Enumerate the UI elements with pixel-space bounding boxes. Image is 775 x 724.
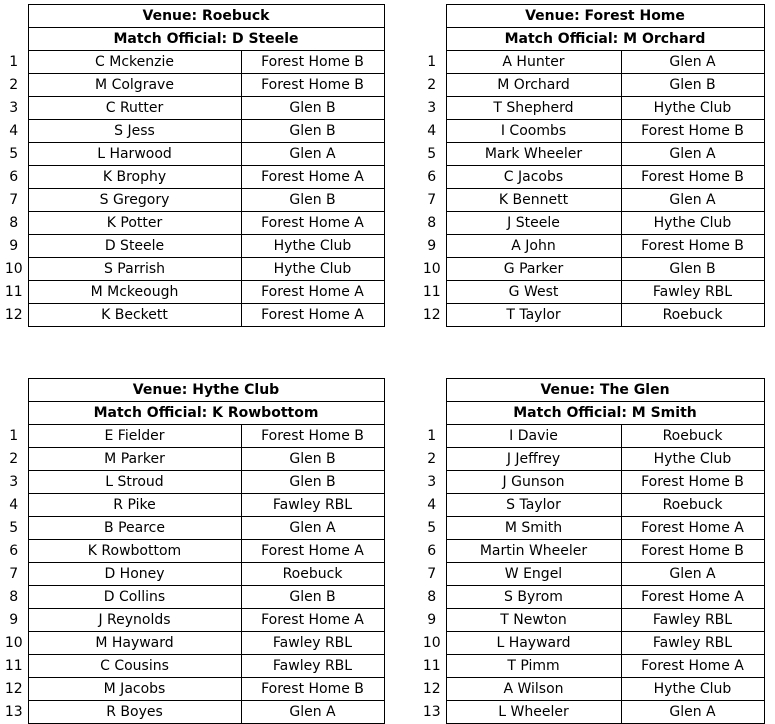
- player-name: S Byrom: [446, 586, 621, 609]
- player-name: I Davie: [446, 425, 621, 448]
- table-row: [0, 425, 384, 448]
- venue-block-roebuck: [0, 4, 385, 327]
- club-name: Roebuck: [621, 494, 764, 517]
- table-row: [0, 609, 384, 632]
- row-number: 3: [427, 474, 437, 490]
- club-name: Glen B: [241, 189, 384, 212]
- table-row: [418, 586, 764, 609]
- table-row: [0, 701, 384, 724]
- row-number: 9: [427, 612, 437, 628]
- table-row: [0, 212, 384, 235]
- club-name: Roebuck: [621, 304, 764, 327]
- club-name: Forest Home B: [241, 678, 384, 701]
- row-number: 10: [422, 635, 441, 651]
- row-number: 1: [9, 54, 19, 70]
- table-row: [418, 655, 764, 678]
- player-name: M Parker: [28, 448, 241, 471]
- club-name: Glen B: [241, 120, 384, 143]
- spacer: [0, 28, 28, 51]
- club-name: Forest Home B: [621, 166, 764, 189]
- row-number: 2: [427, 451, 437, 467]
- venue-title-row: [0, 5, 384, 28]
- spacer: [418, 402, 446, 425]
- row-number: 6: [427, 543, 437, 559]
- table-row: [418, 281, 764, 304]
- club-name: Roebuck: [621, 425, 764, 448]
- player-name: L Wheeler: [446, 701, 621, 724]
- player-name: C Jacobs: [446, 166, 621, 189]
- club-name: Hythe Club: [241, 235, 384, 258]
- club-name: Forest Home B: [621, 235, 764, 258]
- player-name: T Shepherd: [446, 97, 621, 120]
- club-name: Hythe Club: [621, 212, 764, 235]
- row-number: 9: [9, 238, 19, 254]
- club-name: Forest Home A: [241, 304, 384, 327]
- player-name: G Parker: [446, 258, 621, 281]
- venue-title: Venue: Roebuck: [28, 5, 384, 28]
- table-row: [0, 258, 384, 281]
- club-name: Forest Home A: [621, 655, 764, 678]
- row-number: 11: [4, 284, 23, 300]
- club-name: Glen B: [241, 471, 384, 494]
- player-name: M Smith: [446, 517, 621, 540]
- club-name: Glen A: [241, 517, 384, 540]
- table-row: [0, 97, 384, 120]
- row-number: 11: [4, 658, 23, 674]
- club-name: Fawley RBL: [621, 281, 764, 304]
- row-number: 8: [427, 589, 437, 605]
- row-number: 7: [427, 192, 437, 208]
- club-name: Fawley RBL: [621, 632, 764, 655]
- row-number: 6: [9, 543, 19, 559]
- club-name: Glen A: [241, 701, 384, 724]
- row-number: 4: [9, 123, 19, 139]
- player-name: K Potter: [28, 212, 241, 235]
- venue-title-row: [418, 379, 764, 402]
- club-name: Forest Home B: [241, 425, 384, 448]
- player-name: S Gregory: [28, 189, 241, 212]
- player-name: K Brophy: [28, 166, 241, 189]
- table-row: [0, 540, 384, 563]
- player-name: L Harwood: [28, 143, 241, 166]
- club-name: Glen B: [241, 97, 384, 120]
- venue-title: Venue: Forest Home: [446, 5, 764, 28]
- table-row: [0, 632, 384, 655]
- table-row: [418, 120, 764, 143]
- row-number: 6: [427, 169, 437, 185]
- match-official-row: [418, 28, 764, 51]
- row-number: 11: [422, 284, 441, 300]
- table-row: [0, 517, 384, 540]
- row-number: 2: [9, 77, 19, 93]
- table-row: [418, 701, 764, 724]
- match-official-row: [0, 28, 384, 51]
- match-official: Match Official: K Rowbottom: [28, 402, 384, 425]
- club-name: Forest Home B: [621, 471, 764, 494]
- player-name: D Collins: [28, 586, 241, 609]
- table-row: [0, 281, 384, 304]
- row-number: 8: [9, 589, 19, 605]
- club-name: Forest Home B: [621, 120, 764, 143]
- table-row: [0, 678, 384, 701]
- row-number: 10: [4, 261, 23, 277]
- player-name: S Parrish: [28, 258, 241, 281]
- player-name: C Rutter: [28, 97, 241, 120]
- club-name: Hythe Club: [621, 448, 764, 471]
- table-row: [0, 586, 384, 609]
- club-name: Glen B: [241, 448, 384, 471]
- table-row: [0, 235, 384, 258]
- player-name: K Rowbottom: [28, 540, 241, 563]
- player-name: R Pike: [28, 494, 241, 517]
- player-name: T Pimm: [446, 655, 621, 678]
- club-name: Fawley RBL: [621, 609, 764, 632]
- club-name: Hythe Club: [621, 97, 764, 120]
- row-number: 3: [9, 474, 19, 490]
- club-name: Forest Home A: [241, 281, 384, 304]
- row-number: 12: [4, 307, 23, 323]
- club-name: Glen A: [621, 51, 764, 74]
- club-name: Glen A: [621, 189, 764, 212]
- row-number: 12: [422, 307, 441, 323]
- table-row: [418, 448, 764, 471]
- player-name: J Reynolds: [28, 609, 241, 632]
- table-row: [0, 448, 384, 471]
- player-name: W Engel: [446, 563, 621, 586]
- player-name: Mark Wheeler: [446, 143, 621, 166]
- row-number: 9: [427, 238, 437, 254]
- table-row: [418, 494, 764, 517]
- row-number: 7: [9, 192, 19, 208]
- player-name: M Colgrave: [28, 74, 241, 97]
- player-name: A Wilson: [446, 678, 621, 701]
- player-name: G West: [446, 281, 621, 304]
- venue-block-hythe-club: [0, 378, 385, 724]
- player-name: D Honey: [28, 563, 241, 586]
- player-name: T Taylor: [446, 304, 621, 327]
- table-row: [418, 258, 764, 281]
- table-row: [0, 563, 384, 586]
- club-name: Roebuck: [241, 563, 384, 586]
- table-row: [0, 494, 384, 517]
- club-name: Glen B: [241, 586, 384, 609]
- club-name: Glen B: [621, 74, 764, 97]
- table-row: [0, 51, 384, 74]
- table-row: [0, 189, 384, 212]
- row-number: 2: [427, 77, 437, 93]
- club-name: Forest Home A: [241, 609, 384, 632]
- spacer: [418, 379, 446, 402]
- player-name: Martin Wheeler: [446, 540, 621, 563]
- club-name: Forest Home B: [241, 74, 384, 97]
- club-name: Glen A: [621, 143, 764, 166]
- row-number: 5: [427, 146, 437, 162]
- row-number: 1: [427, 54, 437, 70]
- club-name: Forest Home A: [621, 586, 764, 609]
- player-name: A John: [446, 235, 621, 258]
- player-name: J Steele: [446, 212, 621, 235]
- venue-block-forest-home: [418, 4, 765, 327]
- row-number: 1: [9, 428, 19, 444]
- table-row: [418, 425, 764, 448]
- match-official-row: [0, 402, 384, 425]
- table-row: [0, 304, 384, 327]
- row-number: 3: [9, 100, 19, 116]
- table-row: [418, 189, 764, 212]
- venue-title-row: [0, 379, 384, 402]
- row-number: 10: [4, 635, 23, 651]
- spacer: [0, 402, 28, 425]
- player-name: K Beckett: [28, 304, 241, 327]
- match-official: Match Official: M Orchard: [446, 28, 764, 51]
- row-number: 7: [9, 566, 19, 582]
- club-name: Forest Home A: [241, 540, 384, 563]
- venue-table: [0, 4, 385, 327]
- row-number: 12: [4, 681, 23, 697]
- player-name: L Hayward: [446, 632, 621, 655]
- row-number: 8: [427, 215, 437, 231]
- player-name: C Cousins: [28, 655, 241, 678]
- player-name: C Mckenzie: [28, 51, 241, 74]
- player-name: D Steele: [28, 235, 241, 258]
- row-number: 12: [422, 681, 441, 697]
- venue-table: [418, 4, 765, 327]
- row-number: 6: [9, 169, 19, 185]
- player-name: T Newton: [446, 609, 621, 632]
- row-number: 3: [427, 100, 437, 116]
- match-official: Match Official: M Smith: [446, 402, 764, 425]
- player-name: B Pearce: [28, 517, 241, 540]
- player-name: M Orchard: [446, 74, 621, 97]
- table-row: [418, 212, 764, 235]
- club-name: Forest Home B: [241, 51, 384, 74]
- club-name: Glen A: [241, 143, 384, 166]
- venue-table: [0, 378, 385, 724]
- row-number: 9: [9, 612, 19, 628]
- venue-title-row: [418, 5, 764, 28]
- player-name: J Gunson: [446, 471, 621, 494]
- table-row: [418, 632, 764, 655]
- club-name: Hythe Club: [241, 258, 384, 281]
- row-number: 11: [422, 658, 441, 674]
- club-name: Glen B: [621, 258, 764, 281]
- club-name: Fawley RBL: [241, 655, 384, 678]
- table-row: [418, 678, 764, 701]
- player-name: R Boyes: [28, 701, 241, 724]
- club-name: Glen A: [621, 701, 764, 724]
- table-row: [418, 51, 764, 74]
- row-number: 13: [422, 704, 441, 720]
- match-official-row: [418, 402, 764, 425]
- table-row: [418, 97, 764, 120]
- player-name: S Taylor: [446, 494, 621, 517]
- table-row: [0, 655, 384, 678]
- row-number: 4: [427, 497, 437, 513]
- match-official: Match Official: D Steele: [28, 28, 384, 51]
- table-row: [418, 166, 764, 189]
- table-row: [0, 120, 384, 143]
- player-name: K Bennett: [446, 189, 621, 212]
- table-row: [418, 235, 764, 258]
- table-row: [418, 517, 764, 540]
- player-name: J Jeffrey: [446, 448, 621, 471]
- table-row: [0, 471, 384, 494]
- spacer: [0, 5, 28, 28]
- club-name: Forest Home A: [621, 517, 764, 540]
- player-name: S Jess: [28, 120, 241, 143]
- player-name: M Hayward: [28, 632, 241, 655]
- club-name: Forest Home B: [621, 540, 764, 563]
- player-name: E Fielder: [28, 425, 241, 448]
- row-number: 2: [9, 451, 19, 467]
- club-name: Hythe Club: [621, 678, 764, 701]
- spacer: [418, 5, 446, 28]
- player-name: L Stroud: [28, 471, 241, 494]
- table-row: [418, 74, 764, 97]
- club-name: Fawley RBL: [241, 494, 384, 517]
- club-name: Glen A: [621, 563, 764, 586]
- row-number: 13: [4, 704, 23, 720]
- table-row: [0, 166, 384, 189]
- table-row: [418, 471, 764, 494]
- table-row: [418, 143, 764, 166]
- club-name: Fawley RBL: [241, 632, 384, 655]
- row-number: 4: [427, 123, 437, 139]
- player-name: M Jacobs: [28, 678, 241, 701]
- player-name: A Hunter: [446, 51, 621, 74]
- row-number: 1: [427, 428, 437, 444]
- table-row: [0, 74, 384, 97]
- row-number: 5: [427, 520, 437, 536]
- spacer: [418, 28, 446, 51]
- table-row: [418, 609, 764, 632]
- club-name: Forest Home A: [241, 212, 384, 235]
- venue-table: [418, 378, 765, 724]
- venue-title: Venue: Hythe Club: [28, 379, 384, 402]
- player-name: I Coombs: [446, 120, 621, 143]
- spacer: [0, 379, 28, 402]
- row-number: 4: [9, 497, 19, 513]
- table-row: [418, 540, 764, 563]
- row-number: 5: [9, 520, 19, 536]
- table-row: [0, 143, 384, 166]
- venue-title: Venue: The Glen: [446, 379, 764, 402]
- row-number: 7: [427, 566, 437, 582]
- venue-block-the-glen: [418, 378, 765, 724]
- row-number: 5: [9, 146, 19, 162]
- table-row: [418, 304, 764, 327]
- player-name: M Mckeough: [28, 281, 241, 304]
- row-number: 8: [9, 215, 19, 231]
- club-name: Forest Home A: [241, 166, 384, 189]
- row-number: 10: [422, 261, 441, 277]
- table-row: [418, 563, 764, 586]
